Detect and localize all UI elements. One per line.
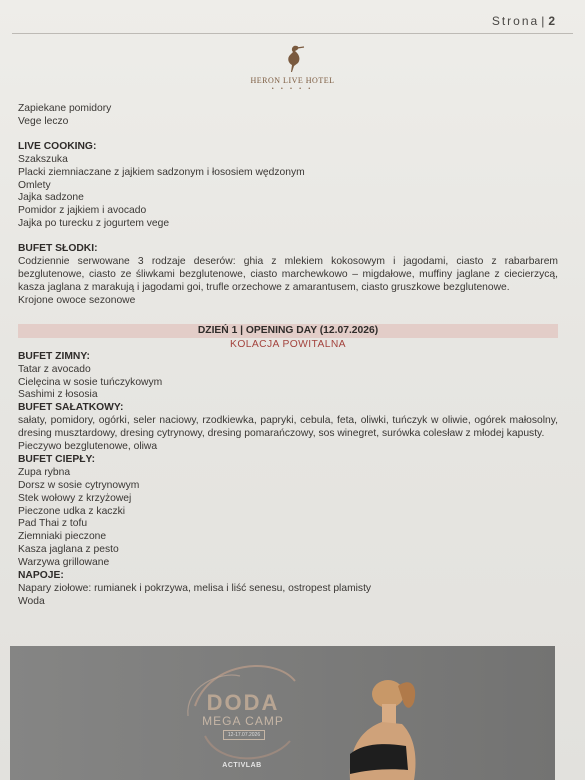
menu-item: Napary ziołowe: rumianek i pokrzywa, melisa i liść senesu, ostropest plamisty — [18, 583, 372, 594]
day-heading: DZIEŃ 1 | OPENING DAY (12.07.2026) — [18, 324, 558, 338]
header-divider — [12, 33, 573, 34]
menu-item: Zupa rybna — [18, 466, 71, 478]
section-title-bufet-cieply: BUFET CIEPŁY: — [18, 453, 96, 465]
section-title-bufet-slodki: BUFET SŁODKI: — [18, 243, 98, 255]
menu-item: Pieczone udka z kaczki — [18, 505, 126, 517]
menu-item: Krojone owoce sezonowe — [18, 294, 136, 306]
menu-item: Pad Thai z tofu — [18, 518, 88, 530]
menu-item: Placki ziemniaczane z jajkiem sadzonym i łososiem wędzonym — [18, 166, 305, 178]
salad-paragraph: sałaty, pomidory, ogórki, seler naciowy, rzodkiewka, papryki, cebula, feta, oliwki, tuńczyk w oliwie, ogórek małosolny, dresing musztardowy, dresing cytrynowy, dresing pomarańczowy, sos winegret, surówka colesław z młodej kapusty. — [18, 415, 558, 440]
menu-item: Zapiekane pomidory — [18, 103, 112, 114]
menu-item: Kasza jaglana z pesto — [18, 544, 119, 556]
menu-item: Sashimi z łososia — [18, 389, 98, 401]
menu-item: Dorsz w sosie cytrynowym — [18, 479, 140, 491]
menu-item: Jajka po turecku z jogurtem vege — [18, 218, 170, 230]
menu-item: Ziemniaki pieczone — [18, 531, 107, 543]
menu-item: Pieczywo bezglutenowe, oliwa — [18, 441, 158, 453]
menu-item: Woda — [18, 595, 45, 607]
section-title-napoje: NAPOJE: — [18, 570, 64, 582]
banner-date: 12-17.07.2026 — [223, 730, 265, 740]
page-word: Strona — [491, 14, 540, 28]
hotel-logo — [0, 44, 585, 92]
hotel-stars: • • • • • — [271, 86, 314, 92]
page-header: Strona | 2 — [491, 14, 555, 28]
heron-icon — [280, 44, 306, 74]
menu-item: Pomidor z jajkiem i avocado — [18, 205, 147, 217]
menu-item: Cielęcina w sosie tuńczykowym — [18, 376, 163, 388]
banner-title: DODA — [206, 690, 280, 715]
event-banner — [10, 646, 555, 780]
menu-item: Jajka sadzone — [18, 192, 84, 204]
menu-item: Warzywa grillowane — [18, 557, 110, 569]
menu-item: Szakszuka — [18, 153, 68, 165]
banner-subtitle: MEGA CAMP — [202, 714, 284, 728]
section-title-live-cooking: LIVE COOKING: — [18, 140, 97, 152]
section-title-bufet-salatkowy: BUFET SAŁATKOWY: — [18, 402, 124, 414]
page-number: 2 — [548, 14, 555, 28]
sponsor-logo: ACTIVLAB — [222, 762, 262, 769]
hotel-name: HERON LIVE HOTEL — [250, 76, 335, 85]
day-subtitle: KOLACJA POWITALNA — [230, 338, 346, 350]
menu-item: Tatar z avocado — [18, 363, 91, 375]
menu-content — [18, 103, 558, 609]
athlete-figure-icon — [350, 680, 416, 780]
menu-item: Stek wołowy z krzyżowej — [18, 492, 132, 504]
desserts-paragraph: Codziennie serwowane 3 rodzaje deserów: ghia z mlekiem kokosowym i jagodami, ciasto z rabarbarem bezglutenowe, ciasto ze śliwkami bezglutenowe, ciasto marchewkowo – migdałowe, muffiny jaglane z ciecierzycą, kasza jaglana z marakują i jagodami goi, trufle orzechowe z amarantusem, ciasto gruszkowe bezglutenowe. — [18, 256, 558, 293]
section-title-bufet-zimny: BUFET ZIMNY: — [18, 350, 90, 362]
menu-item: Vege leczo — [18, 115, 69, 127]
menu-item: Omlety — [18, 179, 51, 191]
